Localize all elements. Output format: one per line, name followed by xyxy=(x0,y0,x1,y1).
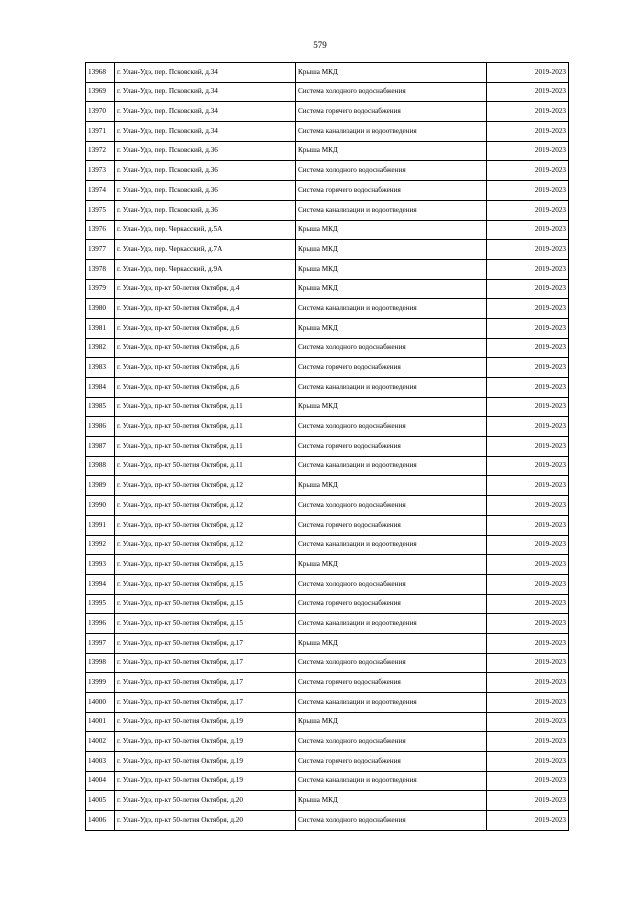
address-cell: г. Улан-Удэ, пр-кт 50-летия Октября, д.6 xyxy=(115,318,296,338)
work-type-cell: Система канализации и водоотведения xyxy=(296,200,487,220)
row-number: 13987 xyxy=(86,437,115,457)
table-row xyxy=(86,181,569,201)
work-type-cell: Система холодного водоснабжения xyxy=(296,82,487,102)
table-row xyxy=(86,417,569,437)
address-cell: г. Улан-Удэ, пр-кт 50-летия Октября, д.6 xyxy=(115,338,296,358)
work-type-cell: Система холодного водоснабжения xyxy=(296,496,487,516)
table-row xyxy=(86,673,569,693)
table-row xyxy=(86,811,569,831)
row-number: 13984 xyxy=(86,378,115,398)
row-number: 13978 xyxy=(86,259,115,279)
table-row xyxy=(86,574,569,594)
work-type-cell: Система холодного водоснабжения xyxy=(296,338,487,358)
table-row xyxy=(86,555,569,575)
period-cell: 2019-2023 xyxy=(487,102,569,122)
row-number: 13994 xyxy=(86,574,115,594)
address-cell: г. Улан-Удэ, пр-кт 50-летия Октября, д.15 xyxy=(115,555,296,575)
table-row xyxy=(86,614,569,634)
table-row xyxy=(86,378,569,398)
row-number: 13982 xyxy=(86,338,115,358)
row-number: 13990 xyxy=(86,496,115,516)
table-row xyxy=(86,496,569,516)
address-cell: г. Улан-Удэ, пр-кт 50-летия Октября, д.19 xyxy=(115,712,296,732)
table-row xyxy=(86,82,569,102)
address-cell: г. Улан-Удэ, пр-кт 50-летия Октября, д.15 xyxy=(115,594,296,614)
row-number: 13981 xyxy=(86,318,115,338)
work-type-cell: Система холодного водоснабжения xyxy=(296,161,487,181)
address-cell: г. Улан-Удэ, пер. Псковский, д.36 xyxy=(115,141,296,161)
period-cell: 2019-2023 xyxy=(487,181,569,201)
work-type-cell: Система канализации и водоотведения xyxy=(296,771,487,791)
table-row xyxy=(86,476,569,496)
work-type-cell: Крыша МКД xyxy=(296,240,487,260)
period-cell: 2019-2023 xyxy=(487,200,569,220)
period-cell: 2019-2023 xyxy=(487,456,569,476)
period-cell: 2019-2023 xyxy=(487,496,569,516)
address-cell: г. Улан-Удэ, пр-кт 50-летия Октября, д.11 xyxy=(115,437,296,457)
row-number: 13975 xyxy=(86,200,115,220)
work-type-cell: Система канализации и водоотведения xyxy=(296,378,487,398)
table-row xyxy=(86,220,569,240)
row-number: 13977 xyxy=(86,240,115,260)
address-cell: г. Улан-Удэ, пер. Псковский, д.36 xyxy=(115,161,296,181)
table-row xyxy=(86,771,569,791)
work-type-cell: Крыша МКД xyxy=(296,259,487,279)
row-number: 13980 xyxy=(86,299,115,319)
address-cell: г. Улан-Удэ, пр-кт 50-летия Октября, д.12 xyxy=(115,515,296,535)
work-type-cell: Система горячего водоснабжения xyxy=(296,181,487,201)
row-number: 13970 xyxy=(86,102,115,122)
address-cell: г. Улан-Удэ, пр-кт 50-летия Октября, д.12 xyxy=(115,535,296,555)
address-cell: г. Улан-Удэ, пр-кт 50-летия Октября, д.4 xyxy=(115,299,296,319)
address-cell: г. Улан-Удэ, пер. Псковский, д.36 xyxy=(115,200,296,220)
table-row xyxy=(86,437,569,457)
address-cell: г. Улан-Удэ, пр-кт 50-летия Октября, д.17 xyxy=(115,693,296,713)
period-cell: 2019-2023 xyxy=(487,515,569,535)
period-cell: 2019-2023 xyxy=(487,712,569,732)
work-type-cell: Система горячего водоснабжения xyxy=(296,358,487,378)
address-cell: г. Улан-Удэ, пр-кт 50-летия Октября, д.15 xyxy=(115,614,296,634)
period-cell: 2019-2023 xyxy=(487,378,569,398)
row-number: 13999 xyxy=(86,673,115,693)
table-row xyxy=(86,791,569,811)
address-cell: г. Улан-Удэ, пр-кт 50-летия Октября, д.19 xyxy=(115,752,296,772)
address-cell: г. Улан-Удэ, пер. Псковский, д.36 xyxy=(115,181,296,201)
period-cell: 2019-2023 xyxy=(487,476,569,496)
row-number: 13979 xyxy=(86,279,115,299)
table-row xyxy=(86,338,569,358)
table-row xyxy=(86,653,569,673)
period-cell: 2019-2023 xyxy=(487,693,569,713)
address-cell: г. Улан-Удэ, пр-кт 50-летия Октября, д.11 xyxy=(115,397,296,417)
work-type-cell: Система горячего водоснабжения xyxy=(296,673,487,693)
row-number: 14000 xyxy=(86,693,115,713)
work-type-cell: Крыша МКД xyxy=(296,476,487,496)
table-row xyxy=(86,633,569,653)
work-type-cell: Система холодного водоснабжения xyxy=(296,732,487,752)
work-type-cell: Система горячего водоснабжения xyxy=(296,515,487,535)
address-cell: г. Улан-Удэ, пер. Черкасский, д.9А xyxy=(115,259,296,279)
address-cell: г. Улан-Удэ, пр-кт 50-летия Октября, д.17 xyxy=(115,673,296,693)
work-type-cell: Крыша МКД xyxy=(296,141,487,161)
work-type-cell: Крыша МКД xyxy=(296,791,487,811)
address-cell: г. Улан-Удэ, пр-кт 50-летия Октября, д.6 xyxy=(115,358,296,378)
work-type-cell: Система горячего водоснабжения xyxy=(296,102,487,122)
period-cell: 2019-2023 xyxy=(487,220,569,240)
period-cell: 2019-2023 xyxy=(487,358,569,378)
period-cell: 2019-2023 xyxy=(487,791,569,811)
row-number: 13974 xyxy=(86,181,115,201)
table-row xyxy=(86,693,569,713)
work-type-cell: Система канализации и водоотведения xyxy=(296,693,487,713)
address-cell: г. Улан-Удэ, пр-кт 50-летия Октября, д.17 xyxy=(115,633,296,653)
row-number: 13998 xyxy=(86,653,115,673)
period-cell: 2019-2023 xyxy=(487,535,569,555)
row-number: 13996 xyxy=(86,614,115,634)
work-type-cell: Крыша МКД xyxy=(296,220,487,240)
period-cell: 2019-2023 xyxy=(487,63,569,83)
table-body xyxy=(86,63,569,831)
period-cell: 2019-2023 xyxy=(487,397,569,417)
work-type-cell: Крыша МКД xyxy=(296,279,487,299)
table-row xyxy=(86,240,569,260)
address-cell: г. Улан-Удэ, пр-кт 50-летия Октября, д.4 xyxy=(115,279,296,299)
period-cell: 2019-2023 xyxy=(487,732,569,752)
table-row xyxy=(86,63,569,83)
row-number: 13976 xyxy=(86,220,115,240)
period-cell: 2019-2023 xyxy=(487,811,569,831)
row-number: 14006 xyxy=(86,811,115,831)
period-cell: 2019-2023 xyxy=(487,417,569,437)
period-cell: 2019-2023 xyxy=(487,240,569,260)
work-type-cell: Крыша МКД xyxy=(296,63,487,83)
work-type-cell: Крыша МКД xyxy=(296,633,487,653)
period-cell: 2019-2023 xyxy=(487,279,569,299)
period-cell: 2019-2023 xyxy=(487,673,569,693)
work-type-cell: Система канализации и водоотведения xyxy=(296,122,487,142)
row-number: 13969 xyxy=(86,82,115,102)
row-number: 13983 xyxy=(86,358,115,378)
period-cell: 2019-2023 xyxy=(487,752,569,772)
period-cell: 2019-2023 xyxy=(487,299,569,319)
work-type-cell: Система канализации и водоотведения xyxy=(296,299,487,319)
period-cell: 2019-2023 xyxy=(487,161,569,181)
table-row xyxy=(86,456,569,476)
address-cell: г. Улан-Удэ, пр-кт 50-летия Октября, д.20 xyxy=(115,811,296,831)
period-cell: 2019-2023 xyxy=(487,594,569,614)
row-number: 13991 xyxy=(86,515,115,535)
period-cell: 2019-2023 xyxy=(487,141,569,161)
period-cell: 2019-2023 xyxy=(487,318,569,338)
work-type-cell: Крыша МКД xyxy=(296,318,487,338)
address-cell: г. Улан-Удэ, пер. Псковский, д.34 xyxy=(115,102,296,122)
row-number: 13985 xyxy=(86,397,115,417)
work-type-cell: Крыша МКД xyxy=(296,712,487,732)
address-cell: г. Улан-Удэ, пр-кт 50-летия Октября, д.19 xyxy=(115,771,296,791)
row-number: 13988 xyxy=(86,456,115,476)
table-row xyxy=(86,358,569,378)
row-number: 13992 xyxy=(86,535,115,555)
work-type-cell: Система холодного водоснабжения xyxy=(296,574,487,594)
period-cell: 2019-2023 xyxy=(487,122,569,142)
table-row xyxy=(86,279,569,299)
table-row xyxy=(86,535,569,555)
address-cell: г. Улан-Удэ, пр-кт 50-летия Октября, д.17 xyxy=(115,653,296,673)
address-cell: г. Улан-Удэ, пр-кт 50-летия Октября, д.11 xyxy=(115,417,296,437)
table-row xyxy=(86,259,569,279)
work-type-cell: Крыша МКД xyxy=(296,555,487,575)
repair-schedule-table xyxy=(85,62,569,831)
work-type-cell: Система холодного водоснабжения xyxy=(296,417,487,437)
work-type-cell: Крыша МКД xyxy=(296,397,487,417)
row-number: 14004 xyxy=(86,771,115,791)
table-row xyxy=(86,141,569,161)
table-row xyxy=(86,515,569,535)
address-cell: г. Улан-Удэ, пр-кт 50-летия Октября, д.12 xyxy=(115,496,296,516)
address-cell: г. Улан-Удэ, пр-кт 50-летия Октября, д.19 xyxy=(115,732,296,752)
table-row xyxy=(86,318,569,338)
period-cell: 2019-2023 xyxy=(487,437,569,457)
period-cell: 2019-2023 xyxy=(487,771,569,791)
address-cell: г. Улан-Удэ, пер. Псковский, д.34 xyxy=(115,63,296,83)
address-cell: г. Улан-Удэ, пер. Черкасский, д.5А xyxy=(115,220,296,240)
period-cell: 2019-2023 xyxy=(487,555,569,575)
row-number: 14003 xyxy=(86,752,115,772)
period-cell: 2019-2023 xyxy=(487,633,569,653)
row-number: 13997 xyxy=(86,633,115,653)
work-type-cell: Система горячего водоснабжения xyxy=(296,752,487,772)
row-number: 14002 xyxy=(86,732,115,752)
row-number: 13986 xyxy=(86,417,115,437)
row-number: 13972 xyxy=(86,141,115,161)
address-cell: г. Улан-Удэ, пр-кт 50-летия Октября, д.20 xyxy=(115,791,296,811)
address-cell: г. Улан-Удэ, пр-кт 50-летия Октября, д.6 xyxy=(115,378,296,398)
table-row xyxy=(86,122,569,142)
address-cell: г. Улан-Удэ, пр-кт 50-летия Октября, д.12 xyxy=(115,476,296,496)
table-row xyxy=(86,102,569,122)
work-type-cell: Система канализации и водоотведения xyxy=(296,456,487,476)
row-number: 14005 xyxy=(86,791,115,811)
table-row xyxy=(86,299,569,319)
work-type-cell: Система холодного водоснабжения xyxy=(296,653,487,673)
row-number: 13995 xyxy=(86,594,115,614)
period-cell: 2019-2023 xyxy=(487,82,569,102)
work-type-cell: Система холодного водоснабжения xyxy=(296,811,487,831)
work-type-cell: Система канализации и водоотведения xyxy=(296,535,487,555)
address-cell: г. Улан-Удэ, пер. Черкасский, д.7А xyxy=(115,240,296,260)
row-number: 13973 xyxy=(86,161,115,181)
period-cell: 2019-2023 xyxy=(487,653,569,673)
period-cell: 2019-2023 xyxy=(487,259,569,279)
address-cell: г. Улан-Удэ, пер. Псковский, д.34 xyxy=(115,82,296,102)
row-number: 13993 xyxy=(86,555,115,575)
period-cell: 2019-2023 xyxy=(487,574,569,594)
address-cell: г. Улан-Удэ, пр-кт 50-летия Октября, д.11 xyxy=(115,456,296,476)
table-row xyxy=(86,200,569,220)
table-row xyxy=(86,397,569,417)
row-number: 13989 xyxy=(86,476,115,496)
row-number: 13968 xyxy=(86,63,115,83)
table-row xyxy=(86,712,569,732)
period-cell: 2019-2023 xyxy=(487,614,569,634)
page-number: 579 xyxy=(313,40,327,50)
period-cell: 2019-2023 xyxy=(487,338,569,358)
row-number: 14001 xyxy=(86,712,115,732)
table-row xyxy=(86,752,569,772)
row-number: 13971 xyxy=(86,122,115,142)
table-row xyxy=(86,594,569,614)
table-row xyxy=(86,732,569,752)
address-cell: г. Улан-Удэ, пр-кт 50-летия Октября, д.15 xyxy=(115,574,296,594)
work-type-cell: Система горячего водоснабжения xyxy=(296,437,487,457)
table-row xyxy=(86,161,569,181)
work-type-cell: Система канализации и водоотведения xyxy=(296,614,487,634)
address-cell: г. Улан-Удэ, пер. Псковский, д.34 xyxy=(115,122,296,142)
work-type-cell: Система горячего водоснабжения xyxy=(296,594,487,614)
